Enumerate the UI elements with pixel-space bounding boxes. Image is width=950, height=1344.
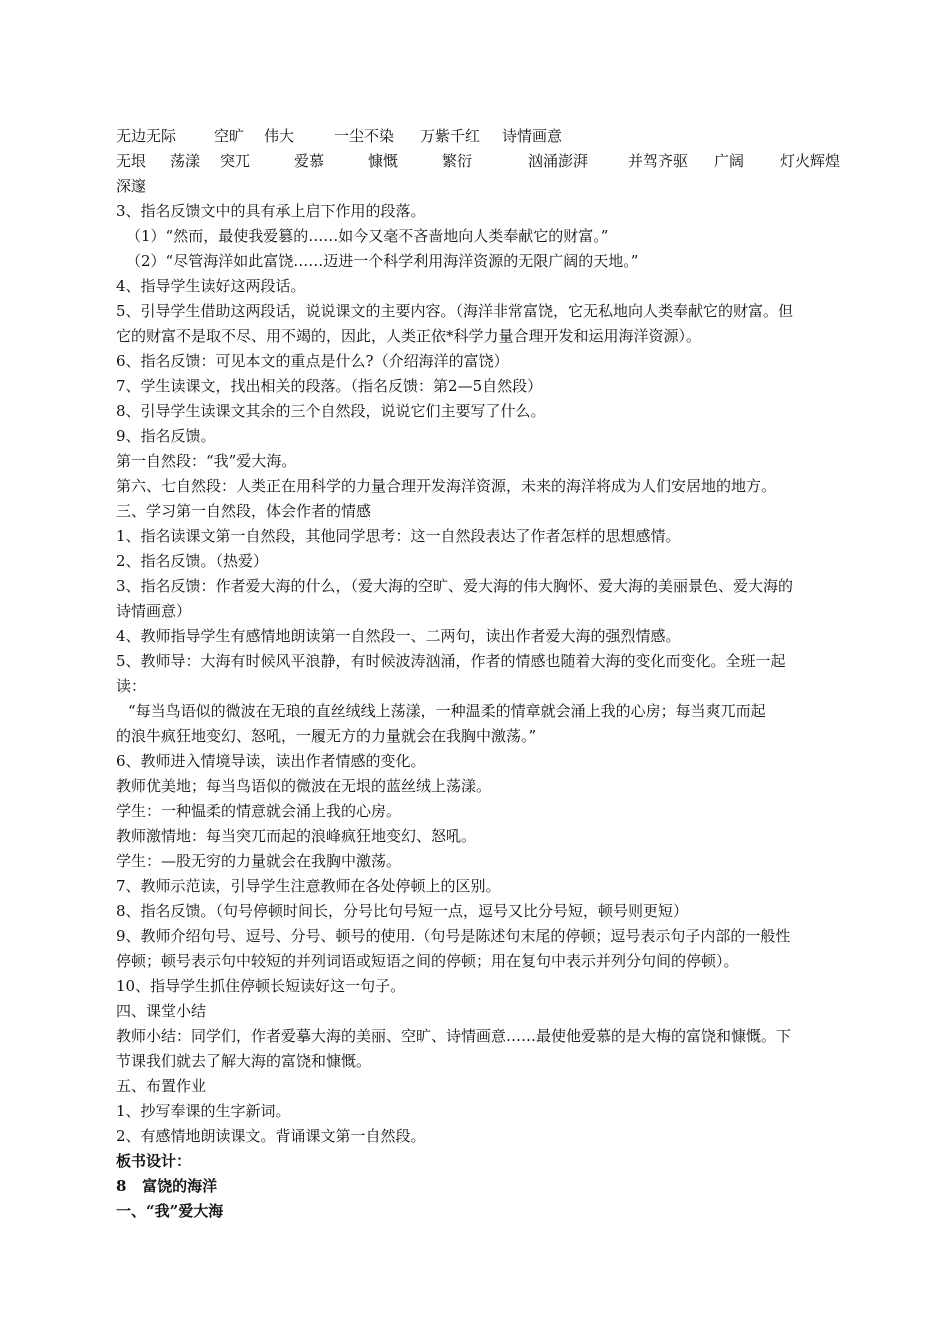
text-line: 2、有感情地朗读课文。背诵课文第一自然段。 — [116, 1127, 426, 1145]
vocab-word: 无垠 — [116, 152, 147, 170]
text-line: 10、指导学生抓住停顿长短读好这一句子。 — [116, 977, 406, 995]
text-line: 8、指名反馈。（句号停顿时间长，分号比句号短一点，逗号又比分号短，顿号则更短） — [116, 902, 689, 920]
text-line: 6、指名反馈：可见本文的重点是什么?（介绍海洋的富饶） — [116, 352, 509, 370]
vocab-word: 无边无际 — [116, 127, 177, 145]
board-point: 一、“我”爱大海 — [116, 1202, 224, 1220]
vocab-word: 并驾齐驱 — [628, 152, 689, 170]
text-line: 7、教师示范读，引导学生注意教师在各处停顿上的区别。 — [116, 877, 501, 895]
text-line: 教师小结：同学们，作者爱摹大海的美丽、空旷、诗情画意……最使他爱慕的是大梅的富饶和慷慨。下 — [116, 1027, 792, 1045]
vocab-word: 空旷 — [214, 127, 245, 145]
text-line: 第一自然段：“我”爱大海。 — [116, 452, 297, 470]
quote-line: “每当鸟语似的微波在无琅的直丝绒线上荡漾，一种温柔的情章就会涌上我的心房；每当爽兀而起 — [128, 702, 766, 720]
text-line: 读： — [116, 677, 147, 695]
board-title: 8 富饶的海洋 — [116, 1177, 218, 1195]
text-line: 7、学生读课文，找出相关的段落。（指名反馈：第2—5自然段） — [116, 377, 543, 395]
vocab-word: 诗情画意 — [502, 127, 563, 145]
vocab-word: 汹涌澎湃 — [528, 152, 589, 170]
text-line: 教师激情地：每当突兀而起的浪峰疯狂地变幻、怒吼。 — [116, 827, 477, 845]
vocab-word: 广阔 — [714, 152, 745, 170]
document-body — [116, 124, 842, 1224]
text-line: 6、教师进入情境导读，读出作者情感的变化。 — [116, 752, 426, 770]
text-line: 它的财富不是取不尽、用不竭的，因此，人类正依*科学力量合理开发和运用海洋资源）。 — [116, 327, 702, 345]
text-line: 4、指导学生读好这两段话。 — [116, 277, 306, 295]
text-line: 8、引导学生读课文其余的三个自然段，说说它们主要写了什么。 — [116, 402, 546, 420]
text-line: 1、指名读课文第一自然段，其他同学思考：这一自然段表达了作者怎样的思想感情。 — [116, 527, 681, 545]
vocab-word: 慷慨 — [368, 152, 399, 170]
text-line: 9、教师介绍句号、逗号、分号、顿号的使用.（句号是陈述句末尾的停顿；逗号表示句子内部的一般性 — [116, 927, 791, 945]
vocab-row-2 — [116, 149, 842, 174]
text-line: 停顿；顿号表示句中较短的并列词语或短语之间的停顿；用在复句中表示并列分句间的停顿）。 — [116, 952, 739, 970]
vocab-word: 突兀 — [220, 152, 251, 170]
text-line: 5、引导学生借助这两段话，说说课文的主要内容。（海洋非常富饶，它无私地向人类奉献它的财富。但 — [116, 302, 794, 320]
vocab-row-1 — [116, 124, 842, 149]
text-line: 3、指名反馈：作者爱大海的什么，（爱大海的空旷、爱大海的伟大胸怀、爱大海的美丽景色、爱大海的 — [116, 577, 794, 595]
section-heading: 五、布置作业 — [116, 1077, 207, 1095]
text-line: 5、教师导：大海有时候风平浪静，有时候波涛汹涌，作者的情感也随着大海的变化而变化。全班一起 — [116, 652, 786, 670]
text-line: 学生：一种愠柔的情意就会涌上我的心房。 — [116, 802, 402, 820]
vocab-word: 伟大 — [264, 127, 295, 145]
text-line: 节课我们就去了解大海的富饶和慷慨。 — [116, 1052, 372, 1070]
text-line: 4、教师指导学生有感情地朗读第一自然段一、二两句，读出作者爱大海的强烈情感。 — [116, 627, 681, 645]
section-heading: 四、课堂小结 — [116, 1002, 207, 1020]
vocab-word: 爱慕 — [294, 152, 325, 170]
vocab-word: 荡漾 — [170, 152, 201, 170]
text-line: 学生：—股无穷的力量就会在我胸中激荡。 — [116, 852, 402, 870]
vocab-word: 灯火辉煌 — [780, 152, 841, 170]
section-heading: 三、学习第一自然段，体会作者的情感 — [116, 502, 372, 520]
text-line: 9、指名反馈。 — [116, 427, 216, 445]
text-line: 3、指名反馈文中的具有承上启下作用的段落。 — [116, 202, 426, 220]
text-line: 深邃 — [116, 177, 147, 195]
text-line: 1、抄写奉课的生字新词。 — [116, 1102, 291, 1120]
text-line: 2、指名反馈。（热爱） — [116, 552, 269, 570]
text-line: （2）“尽管海洋如此富饶……迈进一个科学利用海洋资源的无限广阔的天地。” — [126, 252, 639, 270]
vocab-word: 繁衍 — [442, 152, 473, 170]
board-design-heading: 板书设计： — [116, 1152, 192, 1170]
text-line: （1）“然而，最使我爱篡的……如今又毫不吝啬地向人类奉献它的财富。” — [126, 227, 609, 245]
vocab-word: 万紫千红 — [420, 127, 481, 145]
vocab-word: 一尘不染 — [334, 127, 395, 145]
text-line: 第六、七自然段：人类正在用科学的力量合理开发海洋资源，未来的海洋将成为人们安居地的地方。 — [116, 477, 777, 495]
quote-line: 的浪牛疯狂地变幻、怒吼，一履无方的力量就会在我胸中激荡。” — [116, 727, 537, 745]
text-line: 诗情画意） — [116, 602, 192, 620]
text-line: 教师优美地；每当鸟语似的微波在无垠的蓝丝绒上荡漾。 — [116, 777, 492, 795]
